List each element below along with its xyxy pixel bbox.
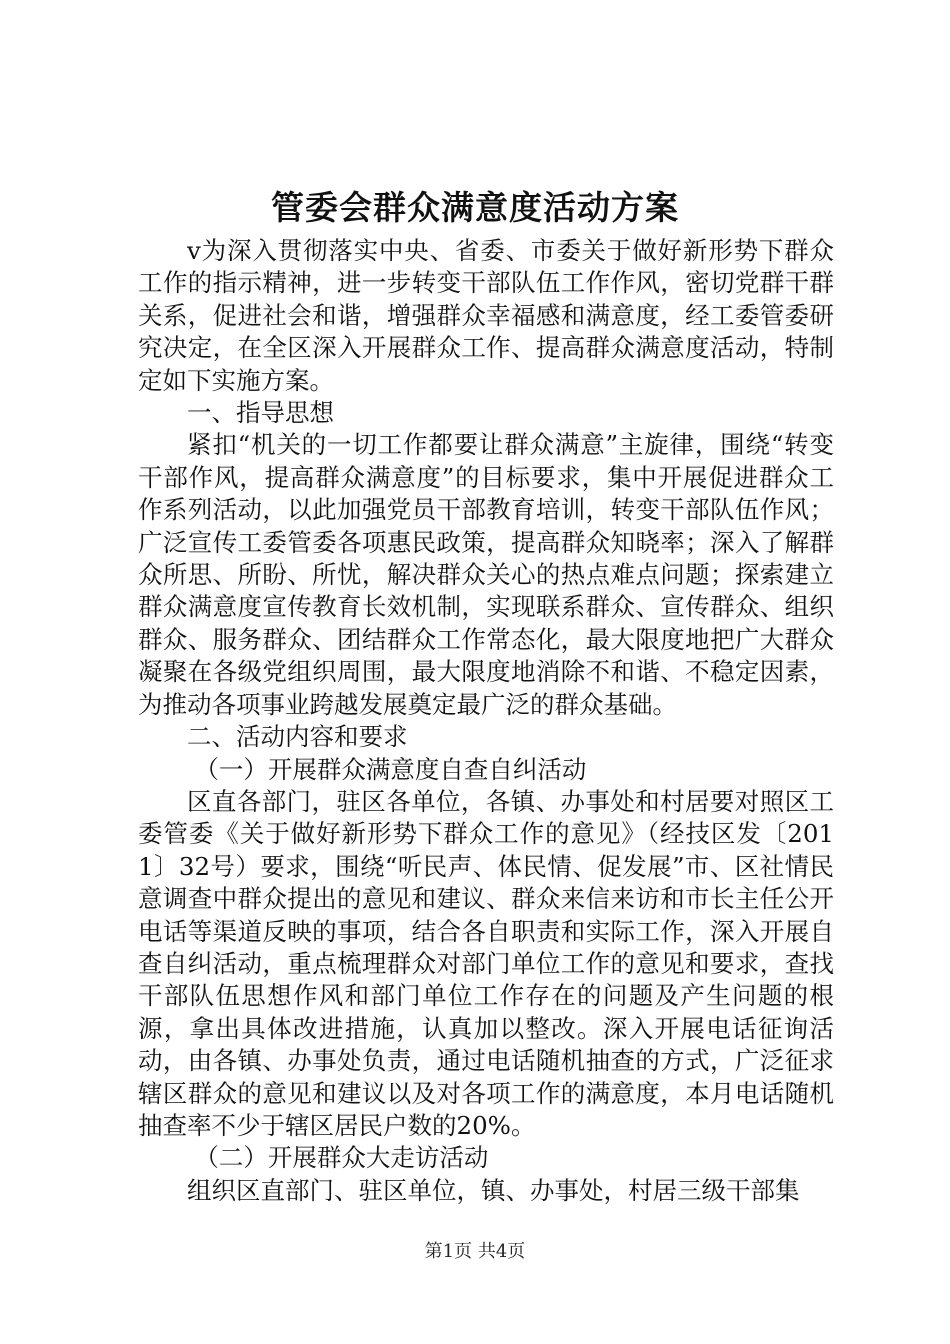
self-inspection-paragraph: 区直各部门，驻区各单位，各镇、办事处和村居要对照区工委管委《关于做好新形势下群众工作的意见》（经技区发〔2011〕32号）要求，围绕“听民声、体民情、促发展”市、区社情民意调查中群众提出的意见和建议、群众来信来访和市长主任公开电话等渠道反映的事项，结合各自职责和实际工作，深入开展自查自纠活动，重点梳理群众对部门单位工作的意见和要求，查找干部队伍思想作风和部门单位工作存在的问题及产生问题的根源，拿出具体改进措施，认真加以整改。深入开展电话征询活动，由各镇、办事处负责，通过电话随机抽查的方式，广泛征求辖区群众的意见和建议以及对各项工作的满意度，本月电话随机抽查率不少于辖区居民户数的20%。 (138, 786, 834, 1140)
document-title: 管委会群众满意度活动方案 (271, 188, 679, 227)
section-heading-activity-content: 二、活动内容和要求 (187, 722, 408, 752)
subsection-heading-self-inspection: （一）开展群众满意度自查自纠活动 (194, 754, 587, 784)
page-footer: 第1页 共4页 (424, 1241, 526, 1262)
section-heading-guiding-ideology: 一、指导思想 (187, 398, 334, 428)
subsection-heading-visits: （二）开展群众大走访活动 (194, 1143, 489, 1173)
document-body (138, 235, 834, 1207)
intro-paragraph: v为深入贯彻落实中央、省委、市委关于做好新形势下群众工作的指示精神，进一步转变干部队伍工作作风，密切党群干群关系，促进社会和谐，增强群众幸福感和满意度，经工委管委研究决定，在全区深入开展群众工作、提高群众满意度活动，特制定如下实施方案。 (138, 236, 834, 395)
visits-paragraph: 组织区直部门、驻区单位，镇、办事处，村居三级干部集 (187, 1175, 800, 1205)
guiding-ideology-paragraph: 紧扣“机关的一切工作都要让群众满意”主旋律，围绕“转变干部作风，提高群众满意度”的目标要求，集中开展促进群众工作系列活动，以此加强党员干部教育培训，转变干部队伍作风；广泛宣传工委管委各项惠民政策，提高群众知晓率；深入了解群众所思、所盼、所忧，解决群众关心的热点难点问题；探索建立群众满意度宣传教育长效机制，实现联系群众、宣传群众、组织群众、服务群众、团结群众工作常态化，最大限度地把广大群众凝聚在各级党组织周围，最大限度地消除不和谐、不稳定因素，为推动各项事业跨越发展奠定最广泛的群众基础。 (138, 430, 834, 719)
